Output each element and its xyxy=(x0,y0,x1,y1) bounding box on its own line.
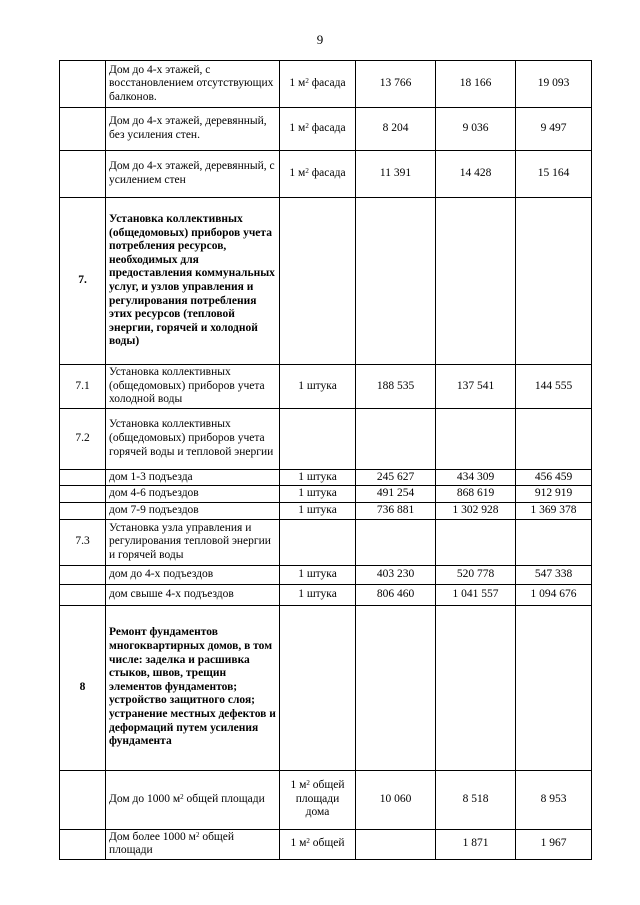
table-row xyxy=(60,61,592,108)
unit-cell xyxy=(280,61,356,108)
tariff-table xyxy=(59,60,592,860)
work-description: дом 1-3 подъезда xyxy=(109,470,193,483)
row-number-cell xyxy=(60,605,106,770)
row-number: 8 xyxy=(79,680,86,693)
work-description-cell xyxy=(106,365,280,409)
cost-cell-2 xyxy=(436,770,516,829)
cost-value: 10 060 xyxy=(379,792,412,805)
cost-value: 9 497 xyxy=(540,122,567,135)
cost-cell-3 xyxy=(516,584,592,605)
work-description-cell xyxy=(106,605,280,770)
row-number-cell xyxy=(60,829,106,859)
cost-value: 1 369 378 xyxy=(530,503,577,516)
row-number-cell xyxy=(60,408,106,469)
cost-cell-1 xyxy=(356,605,436,770)
work-description: Установка узла управления и регулирования тепловой энергии и горячей воды xyxy=(109,521,271,561)
unit-cell xyxy=(280,469,356,486)
work-description-cell xyxy=(106,770,280,829)
work-description-cell xyxy=(106,151,280,198)
row-number-cell xyxy=(60,565,106,584)
cost-cell-1 xyxy=(356,486,436,503)
cost-value: 520 778 xyxy=(456,567,495,580)
cost-value: 1 041 557 xyxy=(452,587,499,600)
cost-value: 868 619 xyxy=(456,487,495,500)
cost-cell-2 xyxy=(436,584,516,605)
cost-value: 14 428 xyxy=(459,167,492,180)
table-row xyxy=(60,565,592,584)
cost-cell-3 xyxy=(516,486,592,503)
cost-cell-1 xyxy=(356,584,436,605)
table-row xyxy=(60,584,592,605)
row-number-cell xyxy=(60,502,106,519)
row-number-cell xyxy=(60,469,106,486)
cost-value: 1 094 676 xyxy=(530,587,577,600)
unit-suffix: общей площади дома xyxy=(295,779,345,819)
cost-cell-2 xyxy=(436,829,516,859)
row-number-cell xyxy=(60,365,106,409)
work-description-cell xyxy=(106,198,280,365)
cost-cell-2 xyxy=(436,519,516,565)
table-row xyxy=(60,770,592,829)
work-description-cell xyxy=(106,61,280,108)
unit-cell xyxy=(280,605,356,770)
row-number: 7. xyxy=(78,274,87,287)
work-description: Дом до 1000 м xyxy=(109,792,181,805)
cost-cell-1 xyxy=(356,829,436,859)
work-description: Ремонт фундаментов многоквартирных домов, в том числе: заделка и расшивка стыков, швов, трещин элементов фундаментов; устройство защитного слоя; устранение местных дефектов и деформаций путем усиления фундамента xyxy=(109,626,276,748)
unit-label: 1 штука xyxy=(298,379,337,392)
unit-suffix: общей xyxy=(309,837,345,850)
cost-cell-3 xyxy=(516,519,592,565)
work-description: Установка коллективных (общедомовых) приборов учета горячей воды и тепловой энергии xyxy=(109,418,274,458)
unit-label: 1 штука xyxy=(298,470,337,483)
cost-value: 491 254 xyxy=(376,487,415,500)
work-description-cell xyxy=(106,486,280,503)
work-description-cell xyxy=(106,502,280,519)
work-description-cell xyxy=(106,408,280,469)
cost-cell-2 xyxy=(436,502,516,519)
cost-value: 11 391 xyxy=(379,167,412,180)
unit-suffix: фасада xyxy=(308,77,346,90)
work-description: дом 4-6 подъездов xyxy=(109,487,199,500)
work-description: Дом до 4-х этажей, деревянный, без усиления стен. xyxy=(109,115,267,141)
unit-label: 1 м xyxy=(289,122,306,135)
table-row xyxy=(60,486,592,503)
work-description: Установка коллективных (общедомовых) приборов учета потребления ресурсов, необходимых для предоставления коммунальных услуг, и узлов управления и регулирования потребления этих ресурсов (тепловой энергии, горячей и холодной воды) xyxy=(109,213,275,348)
work-description-cell xyxy=(106,469,280,486)
cost-cell-3 xyxy=(516,829,592,859)
cost-cell-2 xyxy=(436,151,516,198)
unit-cell xyxy=(280,584,356,605)
row-number-cell xyxy=(60,519,106,565)
unit-label: 1 штука xyxy=(298,567,337,580)
work-description: Дом до 4-х этажей, деревянный, с усилением стен xyxy=(109,160,275,186)
cost-value: 137 541 xyxy=(456,379,495,392)
cost-cell-3 xyxy=(516,502,592,519)
cost-cell-3 xyxy=(516,605,592,770)
unit-cell xyxy=(280,198,356,365)
cost-value: 403 230 xyxy=(376,567,415,580)
cost-cell-2 xyxy=(436,198,516,365)
cost-value: 1 871 xyxy=(462,837,489,850)
unit-cell xyxy=(280,770,356,829)
work-description: Дом до 4-х этажей, с восстановлением отсутствующих балконов. xyxy=(109,63,274,103)
cost-value: 144 555 xyxy=(534,379,573,392)
unit-cell xyxy=(280,151,356,198)
unit-label: 1 штука xyxy=(298,487,337,500)
work-description-cell xyxy=(106,519,280,565)
cost-value: 1 967 xyxy=(540,837,567,850)
cost-cell-2 xyxy=(436,486,516,503)
cost-cell-1 xyxy=(356,198,436,365)
work-description-cell xyxy=(106,108,280,151)
description-superscript: 2 xyxy=(195,830,200,839)
cost-cell-1 xyxy=(356,469,436,486)
row-number: 7.1 xyxy=(75,379,90,392)
row-number-cell xyxy=(60,151,106,198)
unit-superscript: 2 xyxy=(305,77,309,86)
cost-value: 456 459 xyxy=(534,470,573,483)
unit-cell xyxy=(280,486,356,503)
cost-value: 806 460 xyxy=(376,587,415,600)
cost-value: 19 093 xyxy=(537,77,570,90)
table-row xyxy=(60,605,592,770)
work-description: Дом более 1000 м xyxy=(109,830,196,843)
work-description: дом до 4-х подъездов xyxy=(109,567,214,580)
cost-value: 1 302 928 xyxy=(452,503,499,516)
work-description-cell xyxy=(106,584,280,605)
cost-value: 8 953 xyxy=(540,792,567,805)
row-number-cell xyxy=(60,770,106,829)
unit-suffix: фасада xyxy=(308,167,346,180)
table-row xyxy=(60,469,592,486)
cost-value: 188 535 xyxy=(376,379,415,392)
cost-cell-3 xyxy=(516,365,592,409)
unit-cell xyxy=(280,108,356,151)
unit-label: 1 штука xyxy=(298,503,337,516)
cost-value: 8 204 xyxy=(382,122,409,135)
work-description-cell xyxy=(106,565,280,584)
work-description: дом свыше 4-х подъездов xyxy=(109,587,234,600)
cost-cell-3 xyxy=(516,408,592,469)
table-row xyxy=(60,365,592,409)
table-row xyxy=(60,502,592,519)
cost-cell-2 xyxy=(436,108,516,151)
cost-cell-1 xyxy=(356,519,436,565)
cost-value: 9 036 xyxy=(462,122,489,135)
table-row xyxy=(60,108,592,151)
row-number-cell xyxy=(60,61,106,108)
cost-cell-1 xyxy=(356,408,436,469)
table-row xyxy=(60,151,592,198)
description-suffix: общей площади xyxy=(183,792,265,805)
cost-value: 245 627 xyxy=(376,470,415,483)
unit-superscript: 2 xyxy=(305,122,309,131)
row-number-cell xyxy=(60,486,106,503)
unit-superscript: 2 xyxy=(305,167,309,176)
cost-value: 13 766 xyxy=(379,77,412,90)
cost-cell-1 xyxy=(356,61,436,108)
cost-cell-3 xyxy=(516,61,592,108)
cost-cell-3 xyxy=(516,770,592,829)
table-row xyxy=(60,829,592,859)
row-number-cell xyxy=(60,198,106,365)
unit-cell xyxy=(280,365,356,409)
cost-cell-3 xyxy=(516,108,592,151)
table-row xyxy=(60,198,592,365)
cost-cell-2 xyxy=(436,61,516,108)
page-number: 9 xyxy=(316,32,324,47)
description-superscript: 2 xyxy=(180,792,184,801)
cost-value: 434 309 xyxy=(456,470,495,483)
unit-label: 1 м xyxy=(290,779,307,792)
unit-cell xyxy=(280,502,356,519)
unit-superscript: 2 xyxy=(306,837,310,846)
unit-label: 1 м xyxy=(289,77,306,90)
unit-cell xyxy=(280,519,356,565)
row-number-cell xyxy=(60,584,106,605)
cost-cell-3 xyxy=(516,198,592,365)
cost-cell-1 xyxy=(356,108,436,151)
unit-suffix: фасада xyxy=(308,122,346,135)
row-number-cell xyxy=(60,108,106,151)
cost-cell-3 xyxy=(516,565,592,584)
table-row xyxy=(60,408,592,469)
unit-cell xyxy=(280,408,356,469)
unit-label: 1 м xyxy=(290,837,307,850)
cost-value: 912 919 xyxy=(534,487,573,500)
work-description: Установка коллективных (общедомовых) приборов учета холодной воды xyxy=(109,366,265,406)
cost-cell-2 xyxy=(436,408,516,469)
unit-label: 1 м xyxy=(289,167,306,180)
cost-cell-1 xyxy=(356,770,436,829)
cost-value: 547 338 xyxy=(534,567,573,580)
table-row xyxy=(60,519,592,565)
unit-cell xyxy=(280,565,356,584)
row-number: 7.2 xyxy=(75,431,90,444)
cost-cell-2 xyxy=(436,605,516,770)
cost-cell-1 xyxy=(356,365,436,409)
row-number: 7.3 xyxy=(75,535,90,548)
work-description-cell xyxy=(106,829,280,859)
cost-cell-1 xyxy=(356,151,436,198)
description-suffix: общей площади xyxy=(109,830,235,857)
cost-value: 736 881 xyxy=(376,503,415,516)
unit-cell xyxy=(280,829,356,859)
cost-cell-1 xyxy=(356,502,436,519)
cost-cell-3 xyxy=(516,469,592,486)
cost-value: 8 518 xyxy=(462,792,489,805)
cost-value: 18 166 xyxy=(459,77,492,90)
unit-label: 1 штука xyxy=(298,587,337,600)
cost-cell-3 xyxy=(516,151,592,198)
unit-superscript: 2 xyxy=(306,779,310,788)
cost-cell-1 xyxy=(356,565,436,584)
cost-cell-2 xyxy=(436,469,516,486)
cost-value: 15 164 xyxy=(537,167,570,180)
work-description: дом 7-9 подъездов xyxy=(109,503,199,516)
cost-cell-2 xyxy=(436,565,516,584)
cost-cell-2 xyxy=(436,365,516,409)
